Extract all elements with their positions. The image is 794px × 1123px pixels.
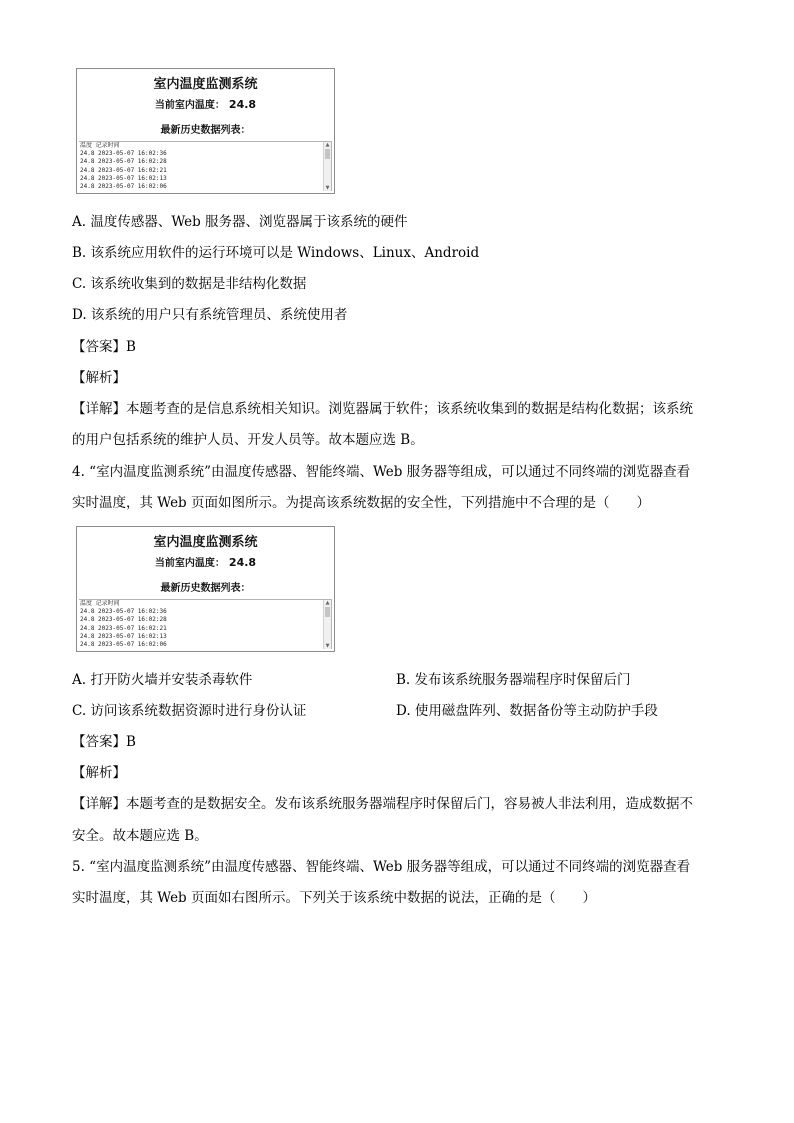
history-row: 24.8 2023-05-07 16:02:36	[80, 608, 167, 616]
current-temperature	[77, 96, 334, 111]
detail-text: 本题考查的是信息系统相关知识。浏览器属于软件；该系统收集到的数据是结构化数据；该系统	[126, 401, 693, 417]
answer-label: 【答案】	[72, 339, 126, 355]
q4-option-d: D. 使用磁盘阵列、数据备份等主动防护手段	[396, 703, 658, 719]
listbox-scrollbar[interactable]	[323, 600, 331, 649]
history-list-header: 温度 记录时间	[80, 142, 120, 149]
q4-option-a: A. 打开防火墙并安装杀毒软件	[72, 672, 253, 688]
panel-title: 室内温度监测系统	[153, 77, 258, 92]
history-list-header: 温度 记录时间	[80, 600, 120, 607]
current-temperature-value: 24.8	[228, 98, 257, 111]
q3-option-d: D. 该系统的用户只有系统管理员、系统使用者	[72, 307, 348, 323]
q4-answer	[72, 733, 136, 751]
history-row: 24.8 2023-05-07 16:02:06	[80, 183, 167, 191]
history-row: 24.8 2023-05-07 16:02:21	[80, 624, 167, 632]
history-row: 24.8 2023-05-07 16:02:06	[80, 641, 167, 649]
detail-label: 【详解】	[72, 796, 126, 812]
history-listbox[interactable]	[79, 141, 332, 191]
history-list-label: 最新历史数据列表：	[160, 125, 251, 136]
scroll-down-icon[interactable]: ▼	[325, 185, 330, 191]
web-page-screenshot-2	[76, 526, 335, 652]
history-row: 24.8 2023-05-07 16:02:36	[80, 150, 167, 158]
current-temperature-label: 当前室内温度：	[154, 558, 225, 569]
q3-option-c: C. 该系统收集到的数据是非结构化数据	[72, 276, 307, 292]
q4-stem-line-2: 实时温度，其 Web 页面如图所示。为提高该系统数据的安全性，下列措施中不合理的是（ ）	[72, 495, 650, 511]
detail-label: 【详解】	[72, 401, 126, 417]
scroll-down-icon[interactable]: ▼	[325, 643, 330, 649]
q3-answer	[72, 338, 136, 356]
history-list-label: 最新历史数据列表：	[160, 583, 251, 594]
panel-title: 室内温度监测系统	[153, 535, 258, 550]
scroll-up-icon[interactable]: ▲	[325, 142, 330, 148]
history-row: 24.8 2023-05-07 16:02:21	[80, 166, 167, 174]
q3-detail-line-2: 的用户包括系统的维护人员、开发人员等。故本题应选 B。	[72, 432, 424, 448]
q4-option-b: B. 发布该系统服务器端程序时保留后门	[396, 672, 631, 688]
scroll-thumb[interactable]	[325, 607, 330, 617]
listbox-scrollbar[interactable]	[323, 142, 331, 191]
scroll-thumb[interactable]	[325, 149, 330, 159]
history-row: 24.8 2023-05-07 16:02:28	[80, 616, 167, 624]
answer-label: 【答案】	[72, 734, 126, 750]
history-listbox[interactable]	[79, 599, 332, 649]
current-temperature-value: 24.8	[228, 556, 257, 569]
q3-option-b: B. 该系统应用软件的运行环境可以是 Windows、Linux、Android	[72, 245, 480, 261]
detail-text: 本题考查的是数据安全。发布该系统服务器端程序时保留后门，容易被人非法利用，造成数据不	[126, 796, 693, 812]
answer-value: B	[126, 734, 136, 750]
history-row: 24.8 2023-05-07 16:02:13	[80, 632, 167, 640]
q5-stem-line-1: 5. “室内温度监测系统”由温度传感器、智能终端、Web 服务器等组成，可以通过不同终端的浏览器查看	[72, 859, 691, 875]
q4-option-c: C. 访问该系统数据资源时进行身份认证	[72, 703, 307, 719]
current-temperature-label: 当前室内温度：	[154, 100, 225, 111]
web-page-screenshot-1	[76, 68, 335, 194]
q4-detail-line-2: 安全。故本题应选 B。	[72, 828, 208, 844]
history-row: 24.8 2023-05-07 16:02:28	[80, 158, 167, 166]
answer-value: B	[126, 339, 136, 355]
q4-analysis-label: 【解析】	[72, 765, 126, 781]
current-temperature	[77, 554, 334, 569]
q4-detail-line-1	[72, 795, 693, 813]
q4-stem-line-1: 4. “室内温度监测系统”由温度传感器、智能终端、Web 服务器等组成，可以通过不同终端的浏览器查看	[72, 464, 691, 480]
scroll-up-icon[interactable]: ▲	[325, 600, 330, 606]
q3-option-a: A. 温度传感器、Web 服务器、浏览器属于该系统的硬件	[72, 214, 408, 230]
q5-stem-line-2: 实时温度，其 Web 页面如右图所示。下列关于该系统中数据的说法，正确的是（ ）	[72, 890, 596, 906]
q3-detail-line-1	[72, 400, 693, 418]
history-row: 24.8 2023-05-07 16:02:13	[80, 174, 167, 182]
q3-analysis-label: 【解析】	[72, 370, 126, 386]
